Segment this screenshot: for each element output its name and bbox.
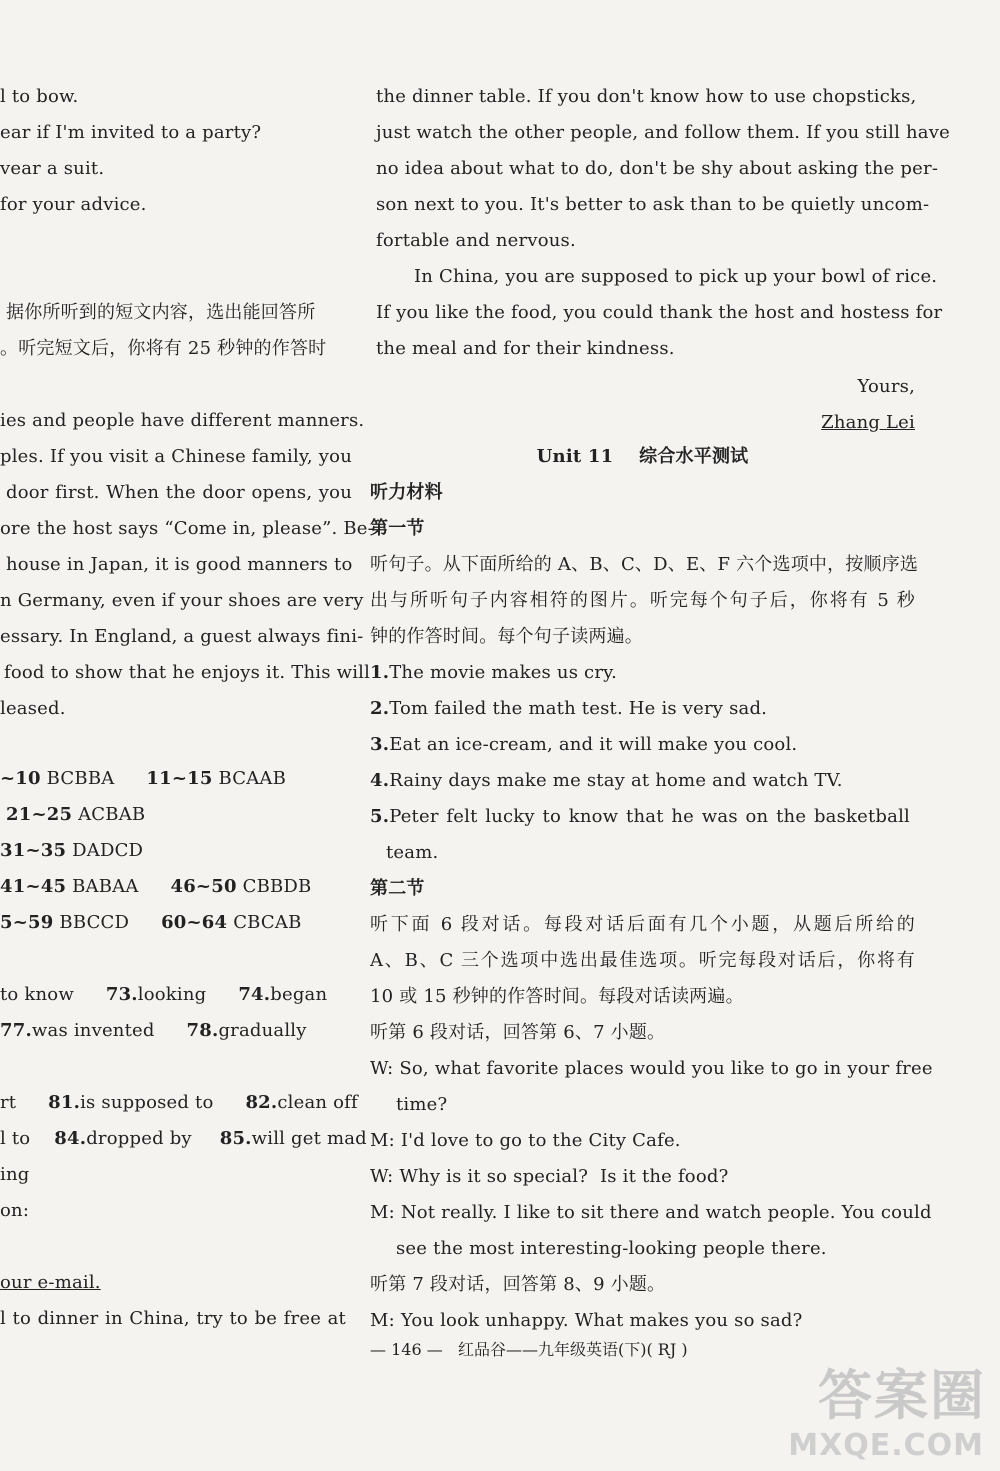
fill-number: 81.	[48, 1092, 81, 1113]
answer-row	[0, 912, 302, 934]
answer-number: 46~50	[170, 876, 237, 897]
text-line: leased.	[0, 698, 66, 719]
sentence-item	[370, 662, 617, 684]
sentence-text: Tom failed the math test. He is very sad.	[389, 698, 768, 719]
fill-text: looking	[137, 984, 207, 1005]
text-line: for your advice.	[0, 194, 147, 215]
answer-number: 21~25	[6, 804, 73, 825]
fill-number: 73.	[105, 984, 138, 1005]
fill-number: 77.	[0, 1020, 32, 1041]
letter-line: the meal and for their kindness.	[376, 338, 675, 359]
dialog-intro: 听第 7 段对话，回答第 8、9 小题。	[370, 1274, 666, 1295]
fill-prefix: to know	[0, 984, 74, 1005]
sentence-number: 2.	[370, 698, 390, 719]
instruction-line: 据你所听到的短文内容，选出能回答所	[6, 302, 316, 323]
answer-row	[6, 804, 145, 826]
sentence-item	[370, 698, 767, 720]
instruction-line: A、B、C 三个选项中选出最佳选项。听完每段对话后，你将有	[370, 950, 915, 971]
sentence-item	[370, 734, 797, 756]
sentence-number: 3.	[370, 734, 390, 755]
sentence-text: Eat an ice-cream, and it will make you cool.	[389, 734, 798, 755]
answer-row	[0, 768, 286, 790]
dialog-line: W: So, what favorite places would you like to go in your free	[370, 1058, 933, 1079]
dialog-intro: 听第 6 段对话，回答第 6、7 小题。	[370, 1022, 666, 1043]
underlined-text: our e-mail.	[0, 1272, 101, 1293]
fill-text: dropped by	[86, 1128, 192, 1149]
answer-number: 41~45	[0, 876, 67, 897]
fill-row	[0, 1020, 307, 1042]
letter-signature: Zhang Lei	[821, 412, 915, 433]
sentence-item	[370, 770, 843, 792]
dialog-line: see the most interesting-looking people there.	[396, 1238, 827, 1259]
text-line: ies and people have different manners.	[0, 410, 365, 431]
unit-title: Unit 11 综合水平测试	[536, 446, 749, 467]
letter-line: son next to you. It's better to ask than to be quietly uncom-	[376, 194, 930, 215]
text-line: house in Japan, it is good manners to	[6, 554, 353, 575]
answer-value: ACBAB	[78, 804, 146, 825]
page-footer: — 146 — 红品谷——九年级英语(下)( RJ )	[370, 1340, 688, 1359]
text-line: ples. If you visit a Chinese family, you	[0, 446, 352, 467]
letter-line: no idea about what to do, don't be shy about asking the per-	[376, 158, 939, 179]
answer-value: BABAA	[72, 876, 139, 897]
answer-value: CBBDB	[242, 876, 312, 897]
fill-text: began	[270, 984, 328, 1005]
instruction-line: 听下面 6 段对话。每段对话后面有几个小题，从题后所给的	[370, 914, 915, 935]
fill-prefix: l to	[0, 1128, 31, 1149]
sentence-item	[370, 806, 910, 828]
sentence-continuation: team.	[386, 842, 439, 863]
answer-value: BBCCD	[59, 912, 130, 933]
instruction-line: 钟的作答时间。每个句子读两遍。	[370, 626, 643, 647]
part-heading: 第一节	[370, 518, 425, 539]
instruction-line: 10 或 15 秒钟的作答时间。每段对话读两遍。	[370, 986, 744, 1007]
answer-value: BCAAB	[218, 768, 287, 789]
instruction-line: 出与所听句子内容相符的图片。听完每个句子后，你将有 5 秒	[370, 590, 915, 611]
section-heading: 听力材料	[370, 482, 443, 503]
text-line: on:	[0, 1200, 30, 1221]
fill-text: will get mad	[251, 1128, 367, 1149]
part-heading: 第二节	[370, 878, 425, 899]
answer-number: 31~35	[0, 840, 67, 861]
text-line: essary. In England, a guest always fini-	[0, 626, 364, 647]
text-line: ore the host says “Come in, please”. Be-	[0, 518, 374, 539]
letter-line: If you like the food, you could thank the host and hostess for	[376, 302, 943, 323]
answer-value: DADCD	[72, 840, 144, 861]
text-line: ing	[0, 1164, 30, 1185]
answer-number: 11~15	[146, 768, 213, 789]
dialog-line: M: Not really. I like to sit there and watch people. You could	[370, 1202, 932, 1223]
answer-number: ~10	[0, 768, 41, 789]
answer-value: CBCAB	[233, 912, 302, 933]
answer-value: BCBBA	[46, 768, 115, 789]
letter-closing: Yours,	[857, 376, 915, 397]
text-line: ear if I'm invited to a party?	[0, 122, 262, 143]
fill-number: 84.	[54, 1128, 87, 1149]
fill-row	[0, 1092, 358, 1114]
text-line: l to dinner in China, try to be free at	[0, 1308, 346, 1329]
letter-line: fortable and nervous.	[376, 230, 576, 251]
sentence-number: 1.	[370, 662, 390, 683]
fill-number: 78.	[186, 1020, 219, 1041]
fill-number: 74.	[238, 984, 271, 1005]
sentence-number: 5.	[370, 806, 390, 827]
instruction-line: 听句子。从下面所给的 A、B、C、D、E、F 六个选项中，按顺序选	[370, 554, 919, 575]
sentence-text: Peter felt lucky to know that he was on the basketball	[389, 806, 910, 827]
watermark-site: MXQE.COM	[788, 1428, 984, 1463]
fill-row	[0, 984, 327, 1006]
text-line: door first. When the door opens, you	[6, 482, 352, 503]
fill-text: is supposed to	[80, 1092, 214, 1113]
watermark-stamp: 答案圈	[818, 1364, 986, 1427]
sentence-text: Rainy days make me stay at home and watch TV.	[389, 770, 843, 791]
fill-prefix: rt	[0, 1092, 17, 1113]
answer-number: 60~64	[161, 912, 228, 933]
watermark	[756, 1353, 986, 1463]
instruction-line: 。听完短文后，你将有 25 秒钟的作答时	[0, 338, 327, 359]
letter-line: just watch the other people, and follow them. If you still have	[376, 122, 950, 143]
dialog-line: time?	[396, 1094, 448, 1115]
sentence-number: 4.	[370, 770, 390, 791]
fill-text: clean off	[277, 1092, 358, 1113]
text-line: n Germany, even if your shoes are very	[0, 590, 364, 611]
fill-row	[0, 1128, 367, 1150]
fill-text: gradually	[218, 1020, 307, 1041]
dialog-line: M: I'd love to go to the City Cafe.	[370, 1130, 681, 1151]
answer-number: 5~59	[0, 912, 54, 933]
answer-row	[0, 840, 143, 862]
dialog-line: W: Why is it so special? Is it the food?	[370, 1166, 729, 1187]
fill-text: was invented	[31, 1020, 155, 1041]
text-line: l to bow.	[0, 86, 79, 107]
fill-number: 85.	[219, 1128, 252, 1149]
text-line: food to show that he enjoys it. This will	[4, 662, 371, 683]
letter-line: the dinner table. If you don't know how to use chopsticks,	[376, 86, 917, 107]
letter-line: In China, you are supposed to pick up your bowl of rice.	[414, 266, 938, 287]
answer-row	[0, 876, 311, 898]
text-line: vear a suit.	[0, 158, 105, 179]
sentence-text: The movie makes us cry.	[389, 662, 618, 683]
fill-number: 82.	[245, 1092, 278, 1113]
dialog-line: M: You look unhappy. What makes you so sad?	[370, 1310, 803, 1331]
